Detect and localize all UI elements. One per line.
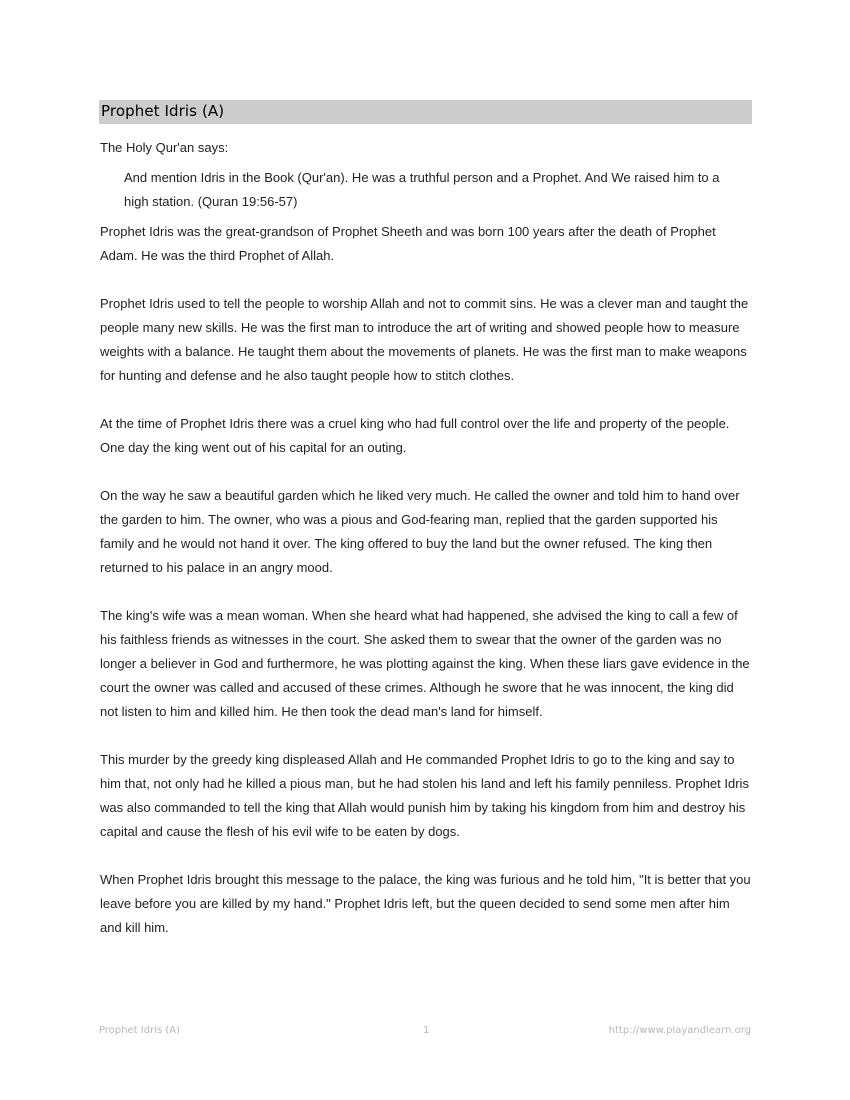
page-number: 1 xyxy=(423,1025,430,1036)
paragraph: When Prophet Idris brought this message to the palace, the king was furious and he told him, "It is better that you leave before you are killed by my hand." Prophet Idris left, but the queen decided to send some men after him and kill him. xyxy=(100,872,751,935)
document-body xyxy=(100,136,752,964)
paragraph: At the time of Prophet Idris there was a cruel king who had full control over the life and property of the people. One day the king went out of his capital for an outing. xyxy=(100,416,730,455)
page-title: Prophet Idris (A) xyxy=(101,102,225,120)
paragraph: The king's wife was a mean woman. When she heard what had happened, she advised the king to call a few of his faithless friends as witnesses in the court. She asked them to swear that the owner of the garden was no longer a believer in God and furthermore, he was plotting against the king. When these liars gave evidence in the court the owner was called and accused of these crimes. Although he swore that he was innocent, the king did not listen to him and killed him. He then took the dead man's land for himself. xyxy=(100,608,750,719)
paragraph: This murder by the greedy king displeased Allah and He commanded Prophet Idris to go to the king and say to him that, not only had he killed a pious man, but he had stolen his land and left his family penniless. Prophet Idris was also commanded to tell the king that Allah would punish him by taking his kingdom from him and destroy his capital and cause the flesh of his evil wife to be eaten by dogs. xyxy=(100,752,749,839)
paragraph: Prophet Idris used to tell the people to worship Allah and not to commit sins. He was a clever man and taught the people many new skills. He was the first man to introduce the art of writing and showed people how to measure weights with a balance. He taught them about the movements of planets. He was the first man to make weapons for hunting and defense and he also taught people how to stitch clothes. xyxy=(100,296,749,383)
intro-text: The Holy Qur'an says: xyxy=(100,140,229,155)
footer-url: http://www.playandlearn.org xyxy=(608,1025,751,1036)
paragraph: On the way he saw a beautiful garden which he liked very much. He called the owner and told him to hand over the garden to him. The owner, who was a pious and God-fearing man, replied that the garden supported his family and he would not hand it over. The king offered to buy the land but the owner refused. The king then returned to his palace in an angry mood. xyxy=(100,488,740,575)
quran-quote: And mention Idris in the Book (Qur'an). He was a truthful person and a Prophet. And We raised him to a high station. (Quran 19:56-57) xyxy=(124,170,720,209)
footer-title: Prophet Idris (A) xyxy=(99,1025,181,1036)
paragraph: Prophet Idris was the great-grandson of Prophet Sheeth and was born 100 years after the death of Prophet Adam. He was the third Prophet of Allah. xyxy=(100,224,716,263)
title-bar xyxy=(99,100,752,124)
page-footer xyxy=(99,1025,751,1043)
